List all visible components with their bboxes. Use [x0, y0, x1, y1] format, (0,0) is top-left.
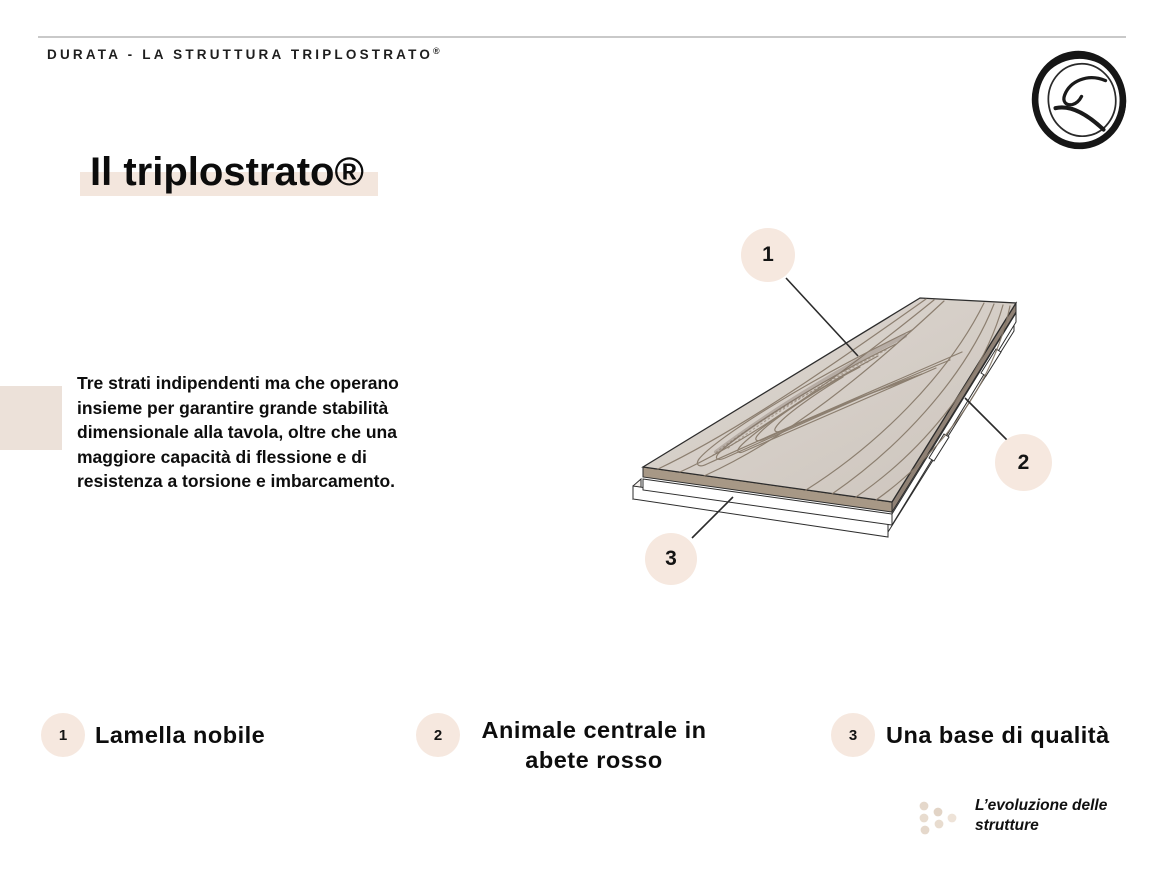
legend-label-2 [468, 715, 720, 775]
intro-line: dimensionale alla tavola, oltre che una [77, 422, 397, 442]
footer-tagline-line1: L’evoluzione delle [975, 797, 1108, 814]
callout-line-3 [692, 497, 733, 538]
kicker-trademark: ® [433, 46, 440, 56]
plank-base-layer [633, 324, 1014, 537]
callout-line-1 [786, 278, 858, 356]
callout-number: 2 [1017, 450, 1030, 474]
legend-label-1: Lamella nobile [95, 722, 266, 748]
dots-arrow-icon [916, 798, 960, 838]
brand-logo-f-icon [1028, 50, 1130, 152]
legend-label-3: Una base di qualità [886, 722, 1110, 748]
legend-badge-2 [416, 713, 460, 757]
legend-label-2-line1: Animale centrale in [481, 717, 707, 743]
callout-badge-2 [995, 434, 1052, 491]
page-title: Il triplostrato® [90, 150, 364, 194]
kicker-title [47, 46, 440, 62]
callout-badge-3 [645, 533, 697, 585]
callout-badge-1 [741, 228, 795, 282]
intro-line: Tre strati indipendenti ma che operano [77, 373, 399, 393]
legend-number: 2 [433, 726, 443, 744]
intro-line: maggiore capacità di flessione e di [77, 446, 367, 467]
legend-number: 3 [848, 726, 858, 744]
legend-badge-1 [41, 713, 85, 757]
legend-badge-3 [831, 713, 875, 757]
intro-line: insieme per garantire grande stabilità [77, 397, 389, 418]
accent-square [0, 386, 62, 450]
callout-number: 3 [665, 547, 677, 570]
wood-grain [658, 299, 1010, 500]
header-divider [38, 36, 1126, 38]
callout-line-2 [965, 398, 1007, 440]
intro-line: resistenza a torsione e imbarcamento. [77, 471, 396, 491]
kicker-text: DURATA - LA STRUTTURA TRIPLOSTRATO [47, 47, 434, 62]
callout-number: 1 [762, 243, 774, 266]
legend-label-2-line2: abete rosso [525, 747, 663, 773]
legend-number: 1 [58, 726, 68, 744]
plank-top-lamella [643, 298, 1016, 512]
footer-tagline-line2: strutture [975, 817, 1039, 834]
footer-tagline [975, 796, 1107, 836]
plank-core-layer [643, 313, 1016, 525]
intro-paragraph [77, 371, 399, 494]
